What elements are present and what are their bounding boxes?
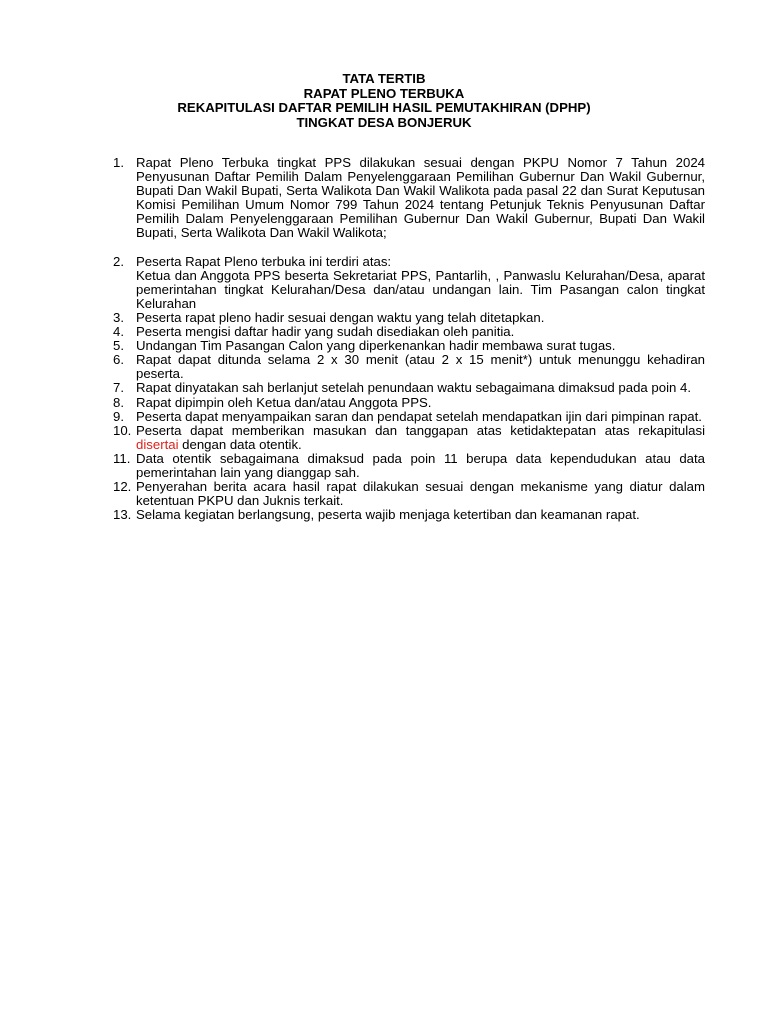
item-text — [136, 255, 705, 311]
item-number: 7. — [113, 380, 124, 396]
item-text: Data otentik sebagaimana dimaksud pada poin 11 berupa data kependudukan atau data pemerintahan lain yang dianggap sah. — [136, 450, 705, 480]
item-text: Peserta dapat menyampaikan saran dan pendapat setelah mendapatkan ijin dari pimpinan rapat. — [136, 408, 702, 424]
title-line-3: REKAPITULASI DAFTAR PEMILIH HASIL PEMUTAKHIRAN (DPHP) — [177, 100, 591, 116]
list-item — [113, 325, 705, 339]
item-text-before: Peserta dapat memberikan masukan dan tanggapan atas ketidaktepatan atas rekapitulasi — [136, 422, 705, 438]
item-number: 9. — [113, 408, 124, 424]
item-number: 1. — [113, 155, 124, 170]
document-title — [0, 72, 768, 130]
item-text: Rapat dapat ditunda selama 2 x 30 menit (atau 2 x 15 menit*) untuk menunggu kehadiran peserta. — [136, 352, 705, 382]
title-line-4: TINGKAT DESA BONJERUK — [296, 114, 472, 130]
item-number: 12. — [113, 479, 132, 495]
item-text: Selama kegiatan berlangsung, peserta wajib menjaga ketertiban dan keamanan rapat. — [136, 507, 640, 523]
item-text-heading: Peserta Rapat Pleno terbuka ini terdiri atas: — [136, 253, 392, 269]
list-item — [113, 452, 705, 480]
list-item — [113, 410, 705, 424]
item-text: Peserta rapat pleno hadir sesuai dengan waktu yang telah ditetapkan. — [136, 309, 545, 325]
list-item — [113, 396, 705, 410]
list-item — [113, 339, 705, 353]
item-number: 13. — [113, 507, 132, 523]
item-number: 8. — [113, 394, 124, 410]
item-number: 5. — [113, 338, 124, 354]
item-text: Penyerahan berita acara hasil rapat dilakukan sesuai dengan mekanisme yang diatur dalam ketentuan PKPU dan Juknis terkait. — [136, 479, 705, 509]
item-text-after: dengan data otentik. — [178, 436, 302, 452]
item-text: Peserta mengisi daftar hadir yang sudah disediakan oleh panitia. — [136, 324, 515, 340]
rules-list — [113, 156, 705, 522]
list-item — [113, 424, 705, 452]
list-item — [113, 255, 705, 311]
item-number: 11. — [113, 450, 131, 466]
list-item — [113, 381, 705, 395]
item-text: Rapat Pleno Terbuka tingkat PPS dilakukan sesuai dengan PKPU Nomor 7 Tahun 2024 Penyusunan Daftar Pemilih Dalam Penyelenggaraan Pemilihan Gubernur Dan Wakil Gubernur, Bupati Dan Wakil Bupati, Serta Walikota Dan Wakil Walikota pada pasal 22 dan Surat Keputusan Komisi Pemilihan Umum Nomor 799 Tahun 2024 tentang Petunjuk Teknis Penyusunan Daftar Pemilih Dalam Penyelenggaraan Pemilihan Gubernur Dan Wakil Gubernur, Bupati Dan Wakil Bupati, Serta Walikota Dan Wakil Walikota; — [136, 155, 705, 241]
item-text — [136, 424, 705, 452]
item-text: Undangan Tim Pasangan Calon yang diperkenankan hadir membawa surat tugas. — [136, 338, 616, 354]
list-item — [113, 311, 705, 325]
highlighted-word: disertai — [136, 436, 179, 452]
title-line-1: TATA TERTIB — [342, 71, 426, 86]
item-number: 4. — [113, 324, 124, 340]
item-subtext: Ketua dan Anggota PPS beserta Sekretariat PPS, Pantarlih, , Panwaslu Kelurahan/Desa, aparat pemerintahan tingkat Kelurahan/Desa dan/atau undangan lain. Tim Pasangan calon tingkat Kelurahan — [136, 267, 705, 311]
list-item — [113, 353, 705, 381]
title-line-2: RAPAT PLENO TERBUKA — [303, 85, 465, 101]
list-item — [113, 156, 705, 241]
list-item — [113, 480, 705, 508]
item-number: 10. — [113, 422, 132, 438]
list-item — [113, 508, 705, 522]
item-text: Rapat dinyatakan sah berlanjut setelah penundaan waktu sebagaimana dimaksud pada poin 4. — [136, 380, 692, 396]
item-number: 6. — [113, 352, 124, 368]
item-text: Rapat dipimpin oleh Ketua dan/atau Anggota PPS. — [136, 394, 432, 410]
item-number: 3. — [113, 309, 124, 325]
item-number: 2. — [113, 253, 124, 269]
